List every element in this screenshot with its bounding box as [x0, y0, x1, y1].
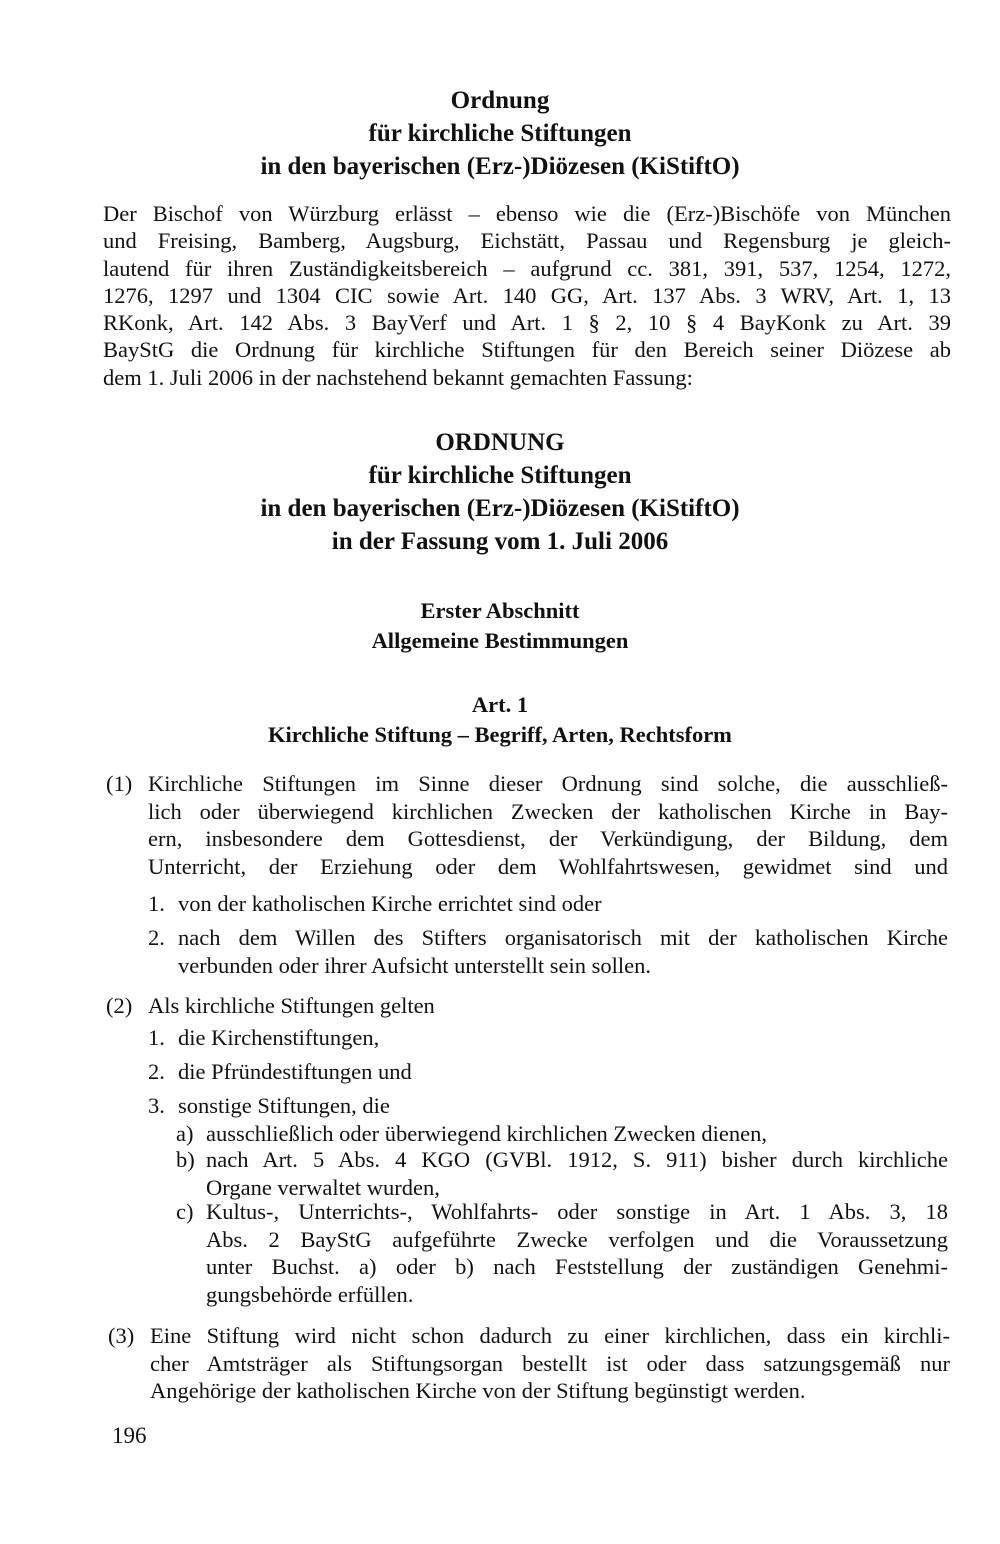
article-heading	[0, 690, 1000, 750]
paragraph-line: ern, insbesondere dem Gottesdienst, der Verkündigung, der Bildung, dem	[148, 826, 948, 851]
sub-item	[206, 1198, 948, 1308]
subtitle-line-2: für kirchliche Stiftungen	[368, 462, 632, 489]
title-line-3: in den bayerischen (Erz-)Diözesen (KiStiftO)	[260, 153, 740, 180]
intro-line: dem 1. Juli 2006 in der nachstehend bekannt gemachten Fassung:	[103, 364, 693, 390]
sub-item-line: nach Art. 5 Abs. 4 KGO (GVBl. 1912, S. 911) bisher durch kirchliche	[206, 1147, 948, 1172]
paragraph-2-text: Als kirchliche Stiftungen gelten	[148, 993, 435, 1018]
article-title: Kirchliche Stiftung – Begriff, Arten, Rechtsform	[268, 722, 732, 747]
paragraph-line: Eine Stiftung wird nicht schon dadurch zu einer kirchlichen, dass ein kirchli-	[150, 1323, 950, 1348]
intro-line: lautend für ihren Zuständigkeitsbereich – aufgrund cc. 381, 391, 537, 1254, 1272,	[103, 255, 951, 281]
section-heading	[0, 596, 1000, 656]
paragraph-line: cher Amtsträger als Stiftungsorgan bestellt ist oder dass satzungsgemäß nur	[150, 1350, 950, 1376]
list-number: 1.	[148, 1025, 165, 1050]
list-item-line: verbunden oder ihrer Aufsicht unterstellt sein sollen.	[178, 952, 652, 978]
paragraph-3-text	[150, 1322, 950, 1405]
subtitle-line-3: in den bayerischen (Erz-)Diözesen (KiStiftO)	[260, 495, 740, 522]
sub-item: ausschließlich oder überwiegend kirchlichen Zwecken dienen,	[206, 1121, 768, 1146]
intro-paragraph	[103, 200, 951, 391]
subtitle-line-4: in der Fassung vom 1. Juli 2006	[331, 528, 669, 555]
sub-item-line: Kultus-, Unterrichts-, Wohlfahrts- oder sonstige in Art. 1 Abs. 3, 18	[206, 1199, 948, 1224]
intro-line: 1276, 1297 und 1304 CIC sowie Art. 140 GG, Art. 137 Abs. 3 WRV, Art. 1, 13	[103, 282, 951, 308]
sub-item-line: gungsbehörde erfüllen.	[206, 1281, 414, 1307]
list-item: die Pfründestiftungen und	[178, 1059, 412, 1084]
ordinance-heading	[0, 426, 1000, 558]
paragraph-1-text	[148, 770, 948, 880]
sub-item-label: c)	[176, 1199, 194, 1224]
list-item-line: nach dem Willen des Stifters organisatorisch mit der katholischen Kirche	[178, 925, 948, 950]
intro-line: RKonk, Art. 142 Abs. 3 BayVerf und Art. 1 § 2, 10 § 4 BayKonk zu Art. 39	[103, 310, 951, 336]
paragraph-number: (3)	[108, 1323, 135, 1348]
sub-item	[206, 1146, 948, 1201]
article-number: Art. 1	[471, 692, 529, 717]
title-line-1: Ordnung	[450, 87, 550, 114]
sub-item-label: b)	[176, 1147, 195, 1172]
paragraph-line: Unterricht, der Erziehung oder dem Wohlfahrtswesen, gewidmet sind und	[148, 853, 948, 879]
sub-item-line: Abs. 2 BayStG aufgeführte Zwecke verfolgen und die Voraussetzung	[206, 1226, 948, 1252]
paragraph-number: (2)	[106, 993, 133, 1018]
paragraph-line: Kirchliche Stiftungen im Sinne dieser Ordnung sind solche, die ausschließ-	[148, 771, 948, 796]
list-number: 2.	[148, 925, 165, 950]
title-line-2: für kirchliche Stiftungen	[368, 120, 632, 147]
paragraph-number: (1)	[106, 771, 133, 796]
sub-item-line: unter Buchst. a) oder b) nach Feststellung der zuständigen Genehmi-	[206, 1254, 948, 1279]
list-number: 3.	[148, 1093, 165, 1118]
list-item: die Kirchenstiftungen,	[178, 1025, 380, 1050]
sub-item-label: a)	[176, 1121, 194, 1146]
section-line-1: Erster Abschnitt	[420, 598, 580, 623]
intro-line: und Freising, Bamberg, Augsburg, Eichstätt, Passau und Regensburg je gleich-	[103, 228, 951, 254]
paragraph-line: lich oder überwiegend kirchlichen Zwecken der katholischen Kirche in Bay-	[148, 798, 948, 824]
list-item: sonstige Stiftungen, die	[178, 1093, 390, 1118]
list-item: von der katholischen Kirche errichtet sind oder	[178, 891, 602, 916]
list-number: 2.	[148, 1059, 165, 1084]
paragraph-line: Angehörige der katholischen Kirche von der Stiftung begünstigt werden.	[150, 1378, 806, 1403]
intro-line: BayStG die Ordnung für kirchliche Stiftungen für den Bereich seiner Diözese ab	[103, 337, 951, 363]
subtitle-line-1: ORDNUNG	[435, 429, 565, 456]
document-title	[0, 84, 1000, 183]
section-line-2: Allgemeine Bestimmungen	[371, 628, 629, 653]
page-number: 196	[112, 1423, 147, 1448]
sub-item-line: Organe verwaltet wurden,	[206, 1174, 440, 1200]
list-number: 1.	[148, 891, 165, 916]
list-item	[178, 924, 948, 979]
intro-line: Der Bischof von Würzburg erlässt – ebenso wie die (Erz-)Bischöfe von München	[103, 201, 951, 226]
